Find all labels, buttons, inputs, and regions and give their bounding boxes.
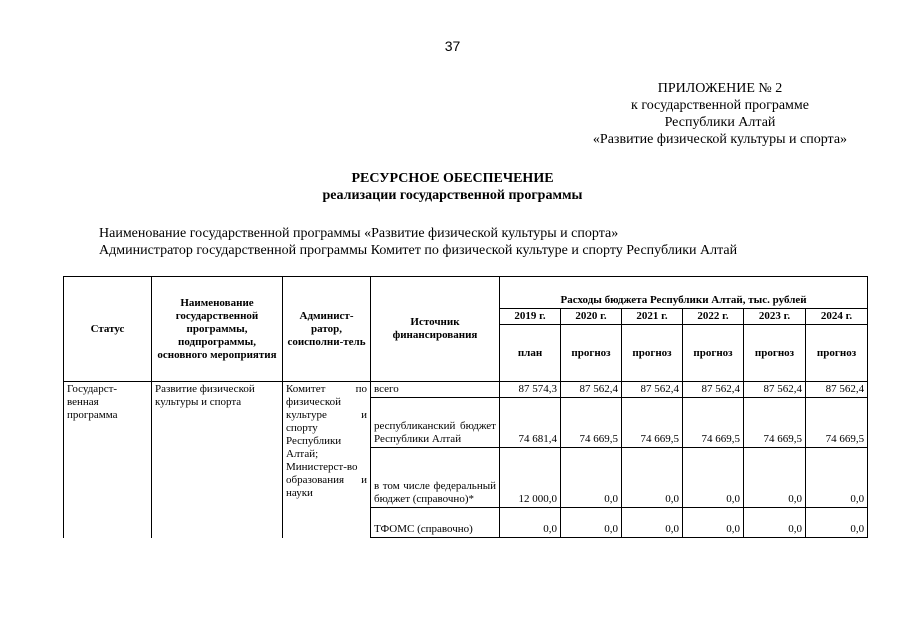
value-cell: 87 562,4 bbox=[806, 382, 868, 398]
row-name: Развитие физической культуры и спорта bbox=[152, 382, 283, 538]
appendix-block bbox=[560, 80, 880, 148]
value-cell: 0,0 bbox=[683, 448, 744, 508]
row-admin: Комитет по физической культуре и спорту Республики Алтай; Министерст-во образования и науки bbox=[283, 382, 371, 538]
value-cell: 74 669,5 bbox=[683, 398, 744, 448]
header-source: Источник финансирования bbox=[371, 277, 500, 382]
value-cell: 87 562,4 bbox=[622, 382, 683, 398]
source-label: республиканский бюджет Республики Алтай bbox=[371, 398, 500, 448]
value-cell: 74 669,5 bbox=[744, 398, 806, 448]
value-cell: 0,0 bbox=[806, 508, 868, 538]
header-year-type: прогноз bbox=[744, 325, 806, 382]
header-expenses: Расходы бюджета Республики Алтай, тыс. рублей bbox=[500, 277, 868, 309]
program-info bbox=[99, 225, 889, 259]
value-cell: 0,0 bbox=[500, 508, 561, 538]
header-name: Наименование государственной программы, подпрограммы, основного мероприятия bbox=[152, 277, 283, 382]
title-line: РЕСУРСНОЕ ОБЕСПЕЧЕНИЕ bbox=[351, 171, 554, 186]
appendix-line: Республики Алтай bbox=[664, 115, 776, 130]
value-cell: 12 000,0 bbox=[500, 448, 561, 508]
value-cell: 0,0 bbox=[622, 508, 683, 538]
page-number: 37 bbox=[444, 38, 461, 54]
value-cell: 74 669,5 bbox=[622, 398, 683, 448]
value-cell: 74 681,4 bbox=[500, 398, 561, 448]
value-cell: 0,0 bbox=[561, 448, 622, 508]
resource-table bbox=[63, 276, 868, 538]
value-cell: 87 574,3 bbox=[500, 382, 561, 398]
header-year-type: план bbox=[500, 325, 561, 382]
row-status: Государст-венная программа bbox=[64, 382, 152, 538]
header-year: 2020 г. bbox=[561, 309, 622, 325]
header-year-type: прогноз bbox=[622, 325, 683, 382]
value-cell: 87 562,4 bbox=[744, 382, 806, 398]
source-label: в том числе федеральный бюджет (справочно)* bbox=[371, 448, 500, 508]
program-name-line: Наименование государственной программы «Развитие физической культуры и спорта» bbox=[99, 226, 619, 241]
value-cell: 87 562,4 bbox=[683, 382, 744, 398]
value-cell: 0,0 bbox=[744, 448, 806, 508]
value-cell: 0,0 bbox=[683, 508, 744, 538]
header-year: 2024 г. bbox=[806, 309, 868, 325]
table-row bbox=[64, 382, 868, 398]
value-cell: 0,0 bbox=[561, 508, 622, 538]
value-cell: 74 669,5 bbox=[806, 398, 868, 448]
header-year: 2022 г. bbox=[683, 309, 744, 325]
value-cell: 0,0 bbox=[744, 508, 806, 538]
administrator-line: Администратор государственной программы Комитет по физической культуре и спорту Республики Алтай bbox=[99, 243, 738, 258]
source-label: всего bbox=[371, 382, 500, 398]
header-year-type: прогноз bbox=[683, 325, 744, 382]
value-cell: 0,0 bbox=[622, 448, 683, 508]
source-label: ТФОМС (справочно) bbox=[371, 508, 500, 538]
document-title bbox=[0, 170, 905, 204]
appendix-line: ПРИЛОЖЕНИЕ № 2 bbox=[657, 81, 783, 96]
header-status: Статус bbox=[64, 277, 152, 382]
value-cell: 74 669,5 bbox=[561, 398, 622, 448]
appendix-line: к государственной программе bbox=[631, 98, 809, 113]
value-cell: 0,0 bbox=[806, 448, 868, 508]
value-cell: 87 562,4 bbox=[561, 382, 622, 398]
title-line: реализации государственной программы bbox=[322, 188, 583, 203]
header-year: 2021 г. bbox=[622, 309, 683, 325]
header-year: 2019 г. bbox=[500, 309, 561, 325]
header-year: 2023 г. bbox=[744, 309, 806, 325]
header-year-type: прогноз bbox=[561, 325, 622, 382]
appendix-line: «Развитие физической культуры и спорта» bbox=[592, 132, 848, 147]
header-year-type: прогноз bbox=[806, 325, 868, 382]
header-admin: Админист-ратор, соисполни-тель bbox=[283, 277, 371, 382]
